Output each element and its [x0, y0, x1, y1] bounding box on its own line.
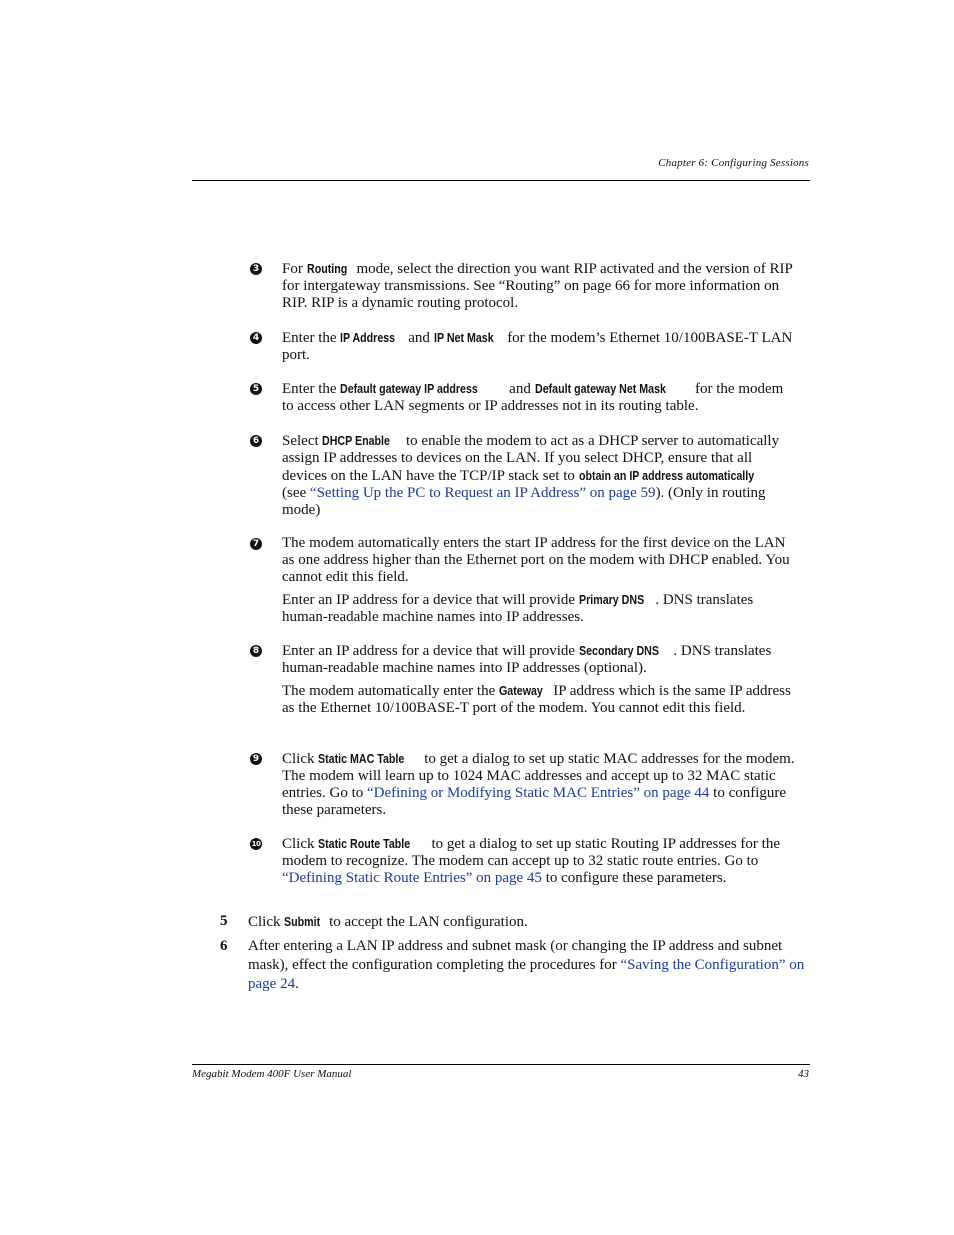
chapter-header: Chapter 6: Configuring Sessions — [658, 157, 809, 169]
default-gateway-mask-label: Default gateway Net Mask — [534, 381, 666, 396]
substep-marker: 4 — [250, 332, 262, 344]
submit-label: Submit — [284, 914, 321, 929]
saving-configuration-link[interactable]: “Saving the Configuration” on page 24 — [248, 957, 805, 992]
pc-ip-request-link[interactable]: “Setting Up the PC to Request an IP Address” on page 59 — [309, 485, 656, 501]
substep-marker: 6 — [250, 435, 262, 447]
routing-label: Routing — [306, 261, 347, 276]
substep-marker: 9 — [250, 753, 262, 765]
secondary-dns-label: Secondary DNS — [578, 643, 659, 658]
step-number: 6 — [220, 938, 228, 954]
substep-4: 4 Enter the IP Address and IP Net Mask for the modem’s Ethernet 10/100BASE-T LAN port. — [250, 329, 795, 364]
header-rule — [192, 180, 810, 181]
substep-5: 5 Enter the Default gateway IP address and Default gateway Net Mask for the modem to access other LAN segments or IP addresses not in its routing table. — [250, 380, 795, 415]
substep-8: 8 Enter an IP address for a device that will provide Secondary DNS . DNS translates human-readable machine names into IP addresses (optional). The modem automatically enter the Gateway IP address which is the same IP address as the Ethernet 10/100BASE-T port of the modem. You cannot edit this field. — [250, 642, 795, 717]
step-6: 6 After entering a LAN IP address and subnet mask (or changing the IP address and subnet mask), effect the configuration completing the procedures for “Saving the Configuration” on page 24. — [220, 938, 805, 992]
substep-3: 3 For Routing mode, select the direction you want RIP activated and the version of RIP for intergateway transmissions. See “Routing” on page 66 for more information on RIP. RIP is a dynamic routing protocol. — [250, 260, 795, 312]
substep-marker: 7 — [250, 538, 262, 550]
step-number: 5 — [220, 913, 228, 929]
substep-7: 7 The modem automatically enters the start IP address for the first device on the LAN as one address higher than the Ethernet port on the modem with DHCP enabled. You cannot edit this field. Enter an IP address for a device that will provide Primary DNS . DNS translates human-readable machine names into IP addresses. — [250, 535, 795, 626]
static-mac-table-label: Static MAC Table — [318, 751, 405, 766]
step-5: 5 Click Submit to accept the LAN configuration. — [220, 913, 528, 930]
ip-net-mask-label: IP Net Mask — [433, 330, 494, 345]
gateway-label: Gateway — [499, 683, 543, 698]
substep-marker: 3 — [250, 263, 262, 275]
footer-rule — [192, 1064, 810, 1065]
static-route-table-label: Static Route Table — [318, 836, 411, 851]
substep-9: 9 Click Static MAC Table to get a dialog to set up static MAC addresses for the modem. The modem will learn up to 1024 MAC addresses and accept up to 32 MAC static entries. Go to “Defining or Modifying Static MAC Entries” on page 44 to configure these parameters. — [250, 750, 795, 819]
obtain-ip-label: obtain an IP address automatically — [578, 468, 754, 483]
page-number: 43 — [798, 1068, 809, 1080]
primary-dns-label: Primary DNS — [578, 592, 645, 607]
substep-marker: 10 — [250, 838, 262, 850]
substep-marker: 8 — [250, 645, 262, 657]
static-route-entries-link[interactable]: “Defining Static Route Entries” on page 45 — [282, 870, 542, 886]
substep-marker: 5 — [250, 383, 262, 395]
default-gateway-ip-label: Default gateway IP address — [340, 381, 479, 396]
dhcp-enable-label: DHCP Enable — [322, 433, 391, 448]
substep-6: 6 Select DHCP Enable to enable the modem to act as a DHCP server to automatically assign IP addresses to devices on the LAN. If you select DHCP, ensure that all devices on the LAN have the TCP/IP stack set to obtain an IP address automatically (see “Setting Up the PC to Request an IP Address” on page 59). (Only in routing mode) — [250, 432, 795, 519]
manual-title: Megabit Modem 400F User Manual — [192, 1068, 352, 1080]
ip-address-label: IP Address — [340, 330, 396, 345]
static-mac-entries-link[interactable]: “Defining or Modifying Static MAC Entries” on page 44 — [366, 785, 710, 801]
substep-10: 10 Click Static Route Table to get a dialog to set up static Routing IP addresses for the modem to recognize. The modem can accept up to 32 static route entries. Go to “Defining Static Route Entries” on page 45 to configure these parameters. — [251, 836, 780, 886]
